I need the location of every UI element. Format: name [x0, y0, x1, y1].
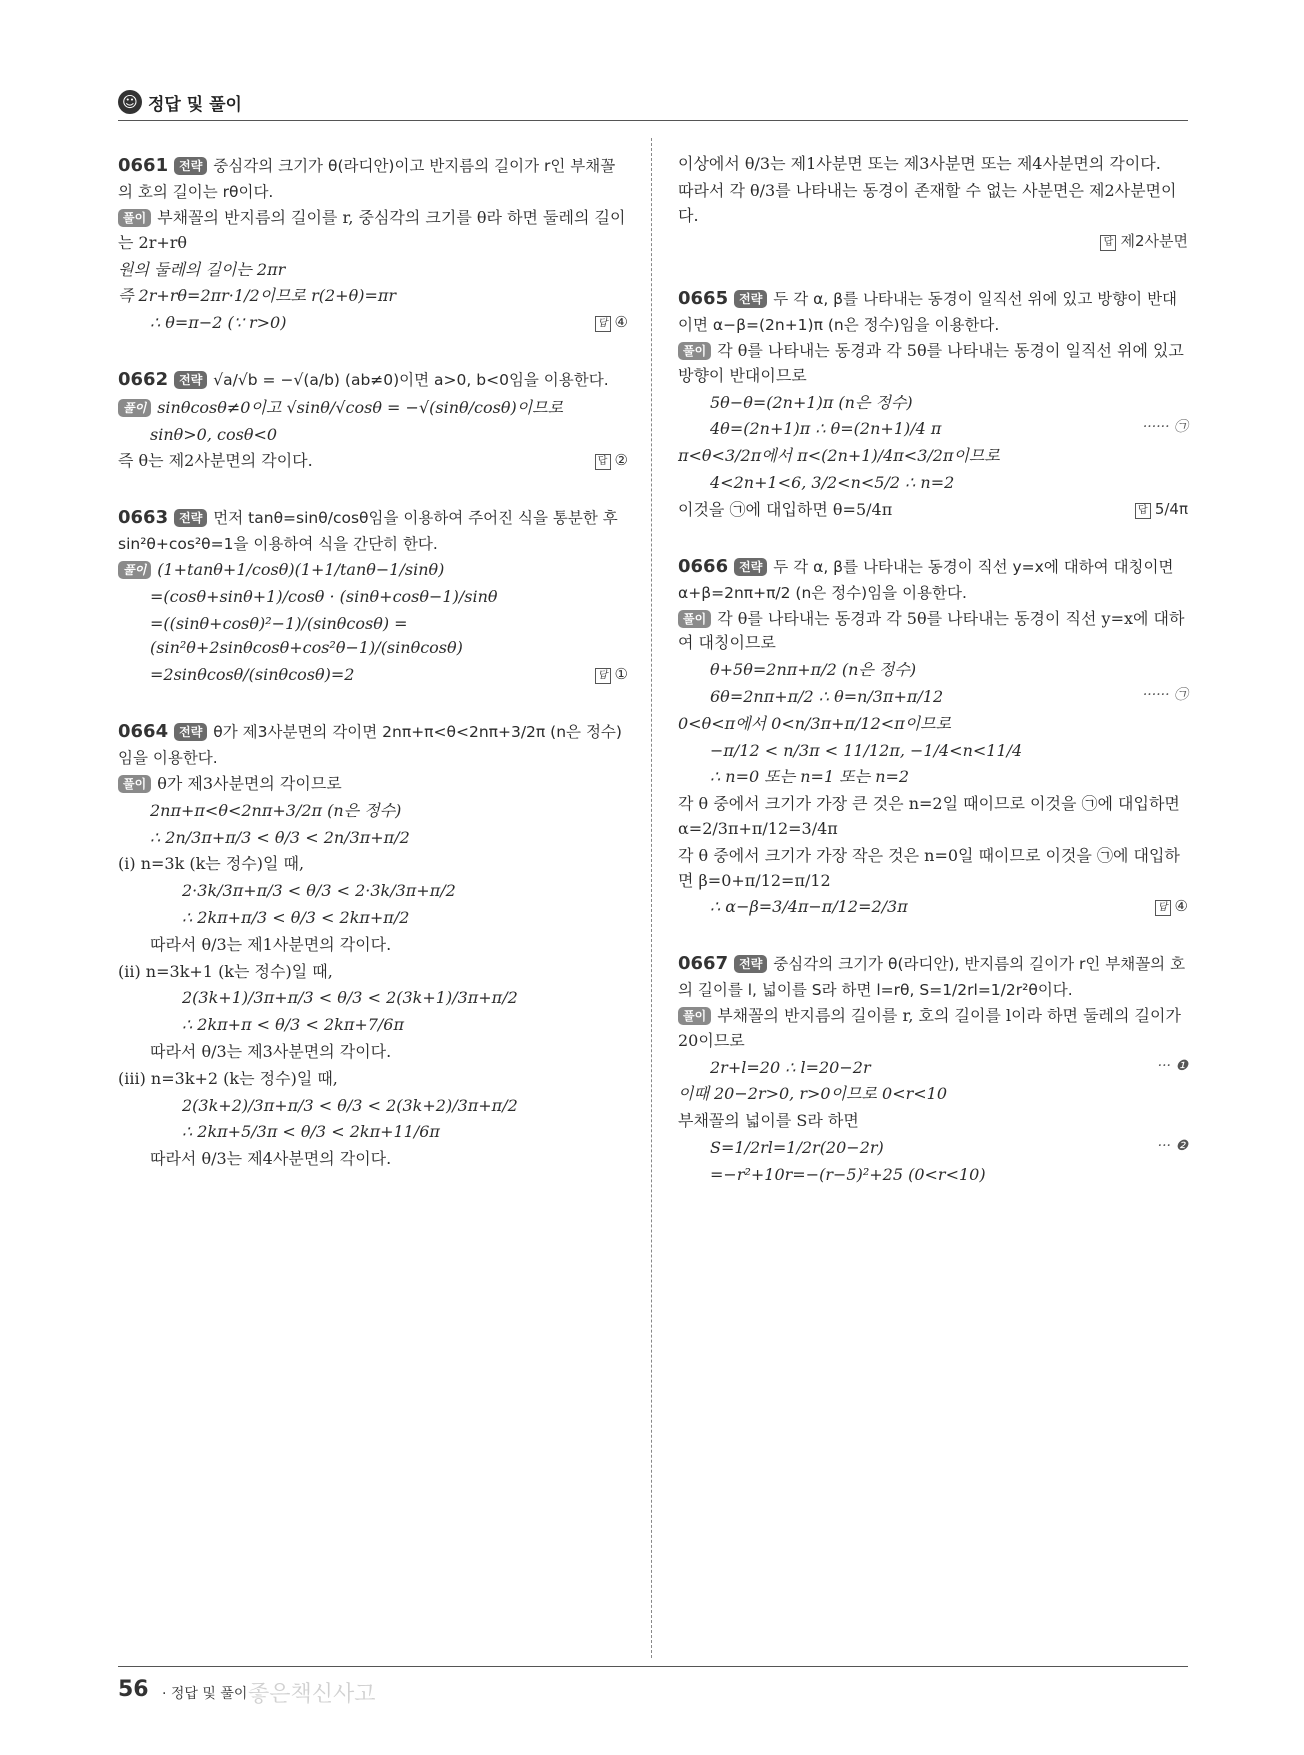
solution-line: =−r²+10r=−(r−5)²+25 (0<r<10) — [710, 1164, 986, 1184]
problem-number: 0666 — [678, 555, 729, 577]
problem-number: 0662 — [118, 368, 169, 390]
solution-text: S=1/2rl=1/2r(20−2r) — [710, 1138, 884, 1158]
solution-intro: 부채꼴의 반지름의 길이를 r, 중심각의 크기를 θ라 하면 둘레의 길이는 2r+rθ — [118, 207, 626, 252]
strategy-tag: 전략 — [174, 371, 207, 389]
solution-line: 이때 20−2r>0, r>0이므로 0<r<10 — [678, 1084, 948, 1104]
column-divider — [651, 138, 652, 1658]
solution-line: 따라서 θ/3는 제4사분면의 각이다. — [150, 1149, 392, 1169]
solution-line: 따라서 θ/3는 제1사분면의 각이다. — [150, 934, 392, 954]
answer-row — [678, 230, 1188, 255]
solution-intro: (1+tanθ+1/cosθ)(1+1/tanθ−1/sinθ) — [157, 560, 445, 580]
solution-line: =(cosθ+sinθ+1)/cosθ · (sinθ+cosθ−1)/sinθ — [150, 586, 498, 606]
solution-line: 2nπ+π<θ<2nπ+3/2π (n은 정수) — [150, 800, 402, 820]
solution-text: ∴ α−β=3/4π−π/12=2/3π — [710, 897, 908, 917]
case-heading: (ii) n=3k+1 (k는 정수)일 때, — [118, 961, 333, 981]
case-heading: (i) n=3k (k는 정수)일 때, — [118, 854, 305, 874]
page-number: 56 — [118, 1677, 149, 1702]
solution-line — [678, 1056, 1188, 1081]
answer-box-icon: 답 — [1155, 900, 1171, 916]
strategy-tag: 전략 — [174, 509, 207, 527]
step-marker: ··· ❷ — [1157, 1138, 1188, 1155]
solution-tag: 풀이 — [678, 342, 711, 360]
solution-line: 0<θ<π에서 0<n/3π+π/12<π이므로 — [678, 713, 952, 733]
equation-marker: ······ ㉠ — [1142, 686, 1188, 703]
solution-text: 4θ=(2n+1)π ∴ θ=(2n+1)/4 π — [710, 419, 942, 439]
solution-line — [678, 685, 1188, 710]
answer — [595, 449, 628, 472]
solution-intro: 각 θ를 나타내는 동경과 각 5θ를 나타내는 동경이 직선 y=x에 대하여 대칭이므로 — [678, 608, 1185, 653]
equation-marker: ······ ㉠ — [1142, 419, 1188, 436]
solution-intro: θ가 제3사분면의 각이므로 — [157, 773, 342, 793]
solution-line: 부채꼴의 넓이를 S라 하면 — [678, 1111, 859, 1131]
strategy-tag: 전략 — [734, 290, 767, 308]
problem-0662 — [118, 366, 628, 474]
problem-0665 — [678, 285, 1188, 522]
solution-tag: 풀이 — [118, 775, 151, 793]
solution-tag: 풀이 — [678, 610, 711, 628]
solution-line — [678, 417, 1188, 442]
solution-line: 4<2n+1<6, 3/2<n<5/2 ∴ n=2 — [710, 473, 955, 493]
solution-tag: 풀이 — [118, 399, 151, 417]
solution-text: 즉 θ는 제2사분면의 각이다. — [118, 451, 313, 471]
solution-line: 각 θ 중에서 크기가 가장 작은 것은 n=0일 때이므로 이것을 ㉠에 대입하면 β=0+π/12=π/12 — [678, 845, 1180, 890]
answer — [595, 663, 628, 686]
solution-line — [118, 449, 628, 474]
solution-line: ∴ 2n/3π+π/3 < θ/3 < 2n/3π+π/2 — [150, 827, 410, 847]
strategy-tag: 전략 — [174, 723, 207, 741]
strategy-tag: 전략 — [174, 157, 207, 175]
problem-number: 0664 — [118, 721, 169, 743]
header-title: 정답 및 풀이 — [148, 95, 242, 115]
strategy-text: √a/√b = −√(a/b) (ab≠0)이면 a>0, b<0임을 이용한다. — [213, 370, 609, 389]
solution-line: π<θ<3/2π에서 π<(2n+1)/4π<3/2π이므로 — [678, 446, 1000, 466]
solution-line: ∴ 2kπ+π < θ/3 < 2kπ+7/6π — [182, 1015, 404, 1035]
solution-tag: 풀이 — [118, 209, 151, 227]
problem-number: 0667 — [678, 953, 729, 975]
problem-0664 — [118, 718, 628, 1172]
solution-line: θ+5θ=2nπ+π/2 (n은 정수) — [710, 660, 917, 680]
answer-box-icon: 답 — [1135, 503, 1151, 519]
answer — [1155, 895, 1188, 918]
answer-value: ② — [614, 451, 628, 470]
solution-text: =2sinθcosθ/(sinθcosθ)=2 — [150, 665, 355, 685]
answer-value: ④ — [1174, 897, 1188, 916]
solution-tag: 풀이 — [118, 561, 151, 579]
solution-line: ∴ n=0 또는 n=1 또는 n=2 — [710, 767, 910, 787]
strategy-tag: 전략 — [734, 955, 767, 973]
answer-value: 5/4π — [1154, 499, 1188, 518]
footer-title: · 정답 및 풀이 — [162, 1686, 248, 1702]
problem-0663 — [118, 504, 628, 688]
solution-line: 즉 2r+rθ=2πr·1/2이므로 r(2+θ)=πr — [118, 286, 397, 306]
solution-line — [118, 663, 628, 688]
problem-number: 0663 — [118, 507, 169, 529]
solution-intro: sinθcosθ≠0이고 √sinθ/√cosθ = −√(sinθ/cosθ)이므로 — [157, 397, 564, 417]
solution-tag: 풀이 — [678, 1007, 711, 1025]
problem-0666 — [678, 553, 1188, 920]
answer-value: ④ — [614, 313, 628, 332]
solution-line — [678, 498, 1188, 523]
strategy-tag: 전략 — [734, 558, 767, 576]
solution-line: 따라서 θ/3는 제3사분면의 각이다. — [150, 1041, 392, 1061]
solution-line: sinθ>0, cosθ<0 — [150, 424, 278, 444]
right-column — [678, 150, 1188, 1218]
solution-line: 2(3k+1)/3π+π/3 < θ/3 < 2(3k+1)/3π+π/2 — [182, 988, 518, 1008]
solution-line: 따라서 각 θ/3를 나타내는 동경이 존재할 수 없는 사분면은 제2사분면이다. — [678, 180, 1177, 225]
left-column — [118, 150, 628, 1202]
solution-line — [118, 311, 628, 336]
solution-line: 5θ−θ=(2n+1)π (n은 정수) — [710, 392, 913, 412]
solution-line: ∴ 2kπ+π/3 < θ/3 < 2kπ+π/2 — [182, 907, 410, 927]
page-header — [118, 86, 1188, 121]
strategy-text: 먼저 tanθ=sinθ/cosθ임을 이용하여 주어진 식을 통분한 후 sin²θ+cos²θ=1을 이용하여 식을 간단히 한다. — [118, 509, 618, 554]
solution-text: 이것을 ㉠에 대입하면 θ=5/4π — [678, 499, 893, 519]
answer — [1100, 230, 1188, 253]
solution-line: 원의 둘레의 길이는 2πr — [118, 259, 286, 279]
solution-line: 각 θ 중에서 크기가 가장 큰 것은 n=2일 때이므로 이것을 ㉠에 대입하면 α=2/3π+π/12=3/4π — [678, 794, 1180, 838]
solution-intro: 각 θ를 나타내는 동경과 각 5θ를 나타내는 동경이 일직선 위에 있고 방향이 반대이므로 — [678, 341, 1184, 385]
step-marker: ··· ❶ — [1157, 1057, 1188, 1074]
solution-text: 6θ=2nπ+π/2 ∴ θ=n/3π+π/12 — [710, 686, 944, 706]
strategy-text: 중심각의 크기가 θ(라디안)이고 반지름의 길이가 r인 부채꼴의 호의 길이는 rθ이다. — [118, 157, 616, 201]
solution-line — [678, 1136, 1188, 1161]
solution-line: 2(3k+2)/3π+π/3 < θ/3 < 2(3k+2)/3π+π/2 — [182, 1095, 518, 1115]
problem-0661 — [118, 152, 628, 336]
solution-intro: 부채꼴의 반지름의 길이를 r, 호의 길이를 l이라 하면 둘레의 길이가 20이므로 — [678, 1006, 1181, 1050]
strategy-text: 두 각 α, β를 나타내는 동경이 직선 y=x에 대하여 대칭이면 α+β=2nπ+π/2 (n은 정수)임을 이용한다. — [678, 557, 1174, 602]
answer-value: ① — [614, 665, 628, 684]
answer-box-icon: 답 — [595, 454, 611, 470]
solution-text: 2r+l=20 ∴ l=20−2r — [710, 1057, 871, 1077]
problem-number: 0661 — [118, 155, 169, 176]
solution-line — [678, 895, 1188, 920]
answer-value: 제2사분면 — [1120, 232, 1188, 251]
solution-text: ∴ θ=π−2 (∵ r>0) — [150, 313, 287, 333]
solution-line: −π/12 < n/3π < 11/12π, −1/4<n<11/4 — [710, 740, 1023, 760]
solution-line: ∴ 2kπ+5/3π < θ/3 < 2kπ+11/6π — [182, 1122, 440, 1142]
smile-face-icon: ☺ — [118, 90, 142, 114]
problem-number: 0665 — [678, 288, 729, 310]
strategy-text: 두 각 α, β를 나타내는 동경이 일직선 위에 있고 방향이 반대이면 α−β=(2n+1)π (n은 정수)임을 이용한다. — [678, 290, 1178, 335]
solution-line: 2·3k/3π+π/3 < θ/3 < 2·3k/3π+π/2 — [182, 881, 456, 901]
answer — [595, 311, 628, 334]
publisher-watermark: 좋은책신사고 — [248, 1682, 376, 1707]
problem-0664-continued — [678, 152, 1188, 255]
answer — [1135, 498, 1188, 521]
page-footer — [118, 1666, 1188, 1707]
strategy-text: 중심각의 크기가 θ(라디안), 반지름의 길이가 r인 부채꼴의 호의 길이를 l, 넓이를 S라 하면 l=rθ, S=1/2rl=1/2r²θ이다. — [678, 955, 1186, 1000]
answer-box-icon: 답 — [1100, 235, 1116, 251]
case-heading: (iii) n=3k+2 (k는 정수)일 때, — [118, 1068, 338, 1088]
solution-line: =((sinθ+cosθ)²−1)/(sinθcosθ) = (sin²θ+2sinθcosθ+cos²θ−1)/(sinθcosθ) — [150, 613, 463, 658]
problem-0667 — [678, 950, 1188, 1187]
answer-box-icon: 답 — [595, 668, 611, 684]
answer-box-icon: 답 — [595, 316, 611, 332]
strategy-text: θ가 제3사분면의 각이면 2nπ+π<θ<2nπ+3/2π (n은 정수)임을 이용한다. — [118, 723, 622, 767]
solution-line: 이상에서 θ/3는 제1사분면 또는 제3사분면 또는 제4사분면의 각이다. — [678, 154, 1161, 173]
